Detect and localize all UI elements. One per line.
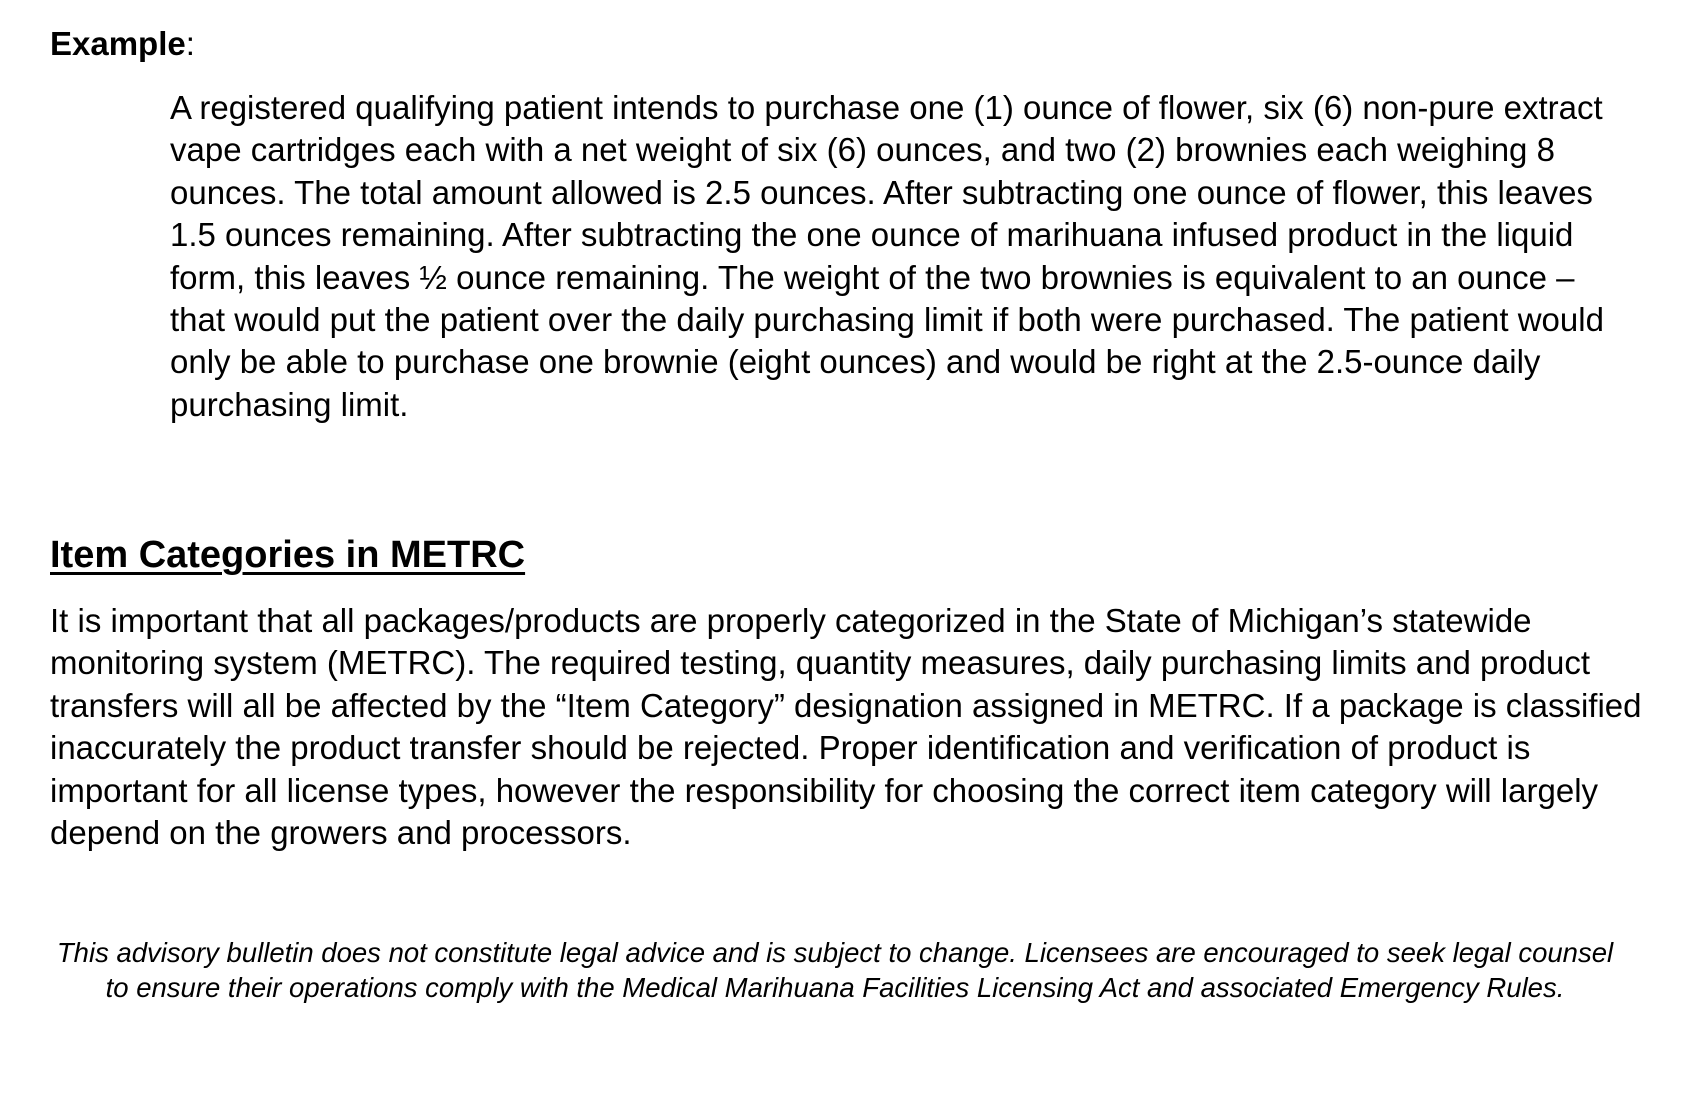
- example-paragraph: A registered qualifying patient intends to purchase one (1) ounce of flower, six (6) non-pure extract vape cartridges each with a net weight of six (6) ounces, and two (2) brownies each weighing 8 ounces. The total amount allowed is 2.5 ounces. After subtracting one ounce of flower, this leaves 1.5 ounces remaining. After subtracting the one ounce of marihuana infused product in the liquid form, this leaves ½ ounce remaining. The weight of the two brownies is equivalent to an ounce – that would put the patient over the daily purchasing limit if both were purchased. The patient would only be able to purchase one brownie (eight ounces) and would be right at the 2.5-ounce daily purchasing limit.: [170, 89, 1604, 423]
- section-heading: Item Categories in METRC: [50, 534, 526, 576]
- section-paragraph: It is important that all packages/products are properly categorized in the State of Michigan’s statewide monitoring system (METRC). The required testing, quantity measures, daily purchasing limits and product transfers will all be affected by the “Item Category” designation assigned in METRC. If a package is classified inaccurately the product transfer should be rejected. Proper identification and verification of product is important for all license types, however the responsibility for choosing the correct item category will largely depend on the growers and processors.: [50, 602, 1642, 852]
- example-label-colon: :: [185, 25, 195, 62]
- example-label-text: Example: [50, 25, 186, 62]
- example-label: [50, 24, 195, 64]
- disclaimer-text: This advisory bulletin does not constitute legal advice and is subject to change. Licensees are encouraged to seek legal counsel to ensure their operations comply with the Medical Marihuana Facilities Licensing Act and associated Emergency Rules.: [56, 937, 1614, 1003]
